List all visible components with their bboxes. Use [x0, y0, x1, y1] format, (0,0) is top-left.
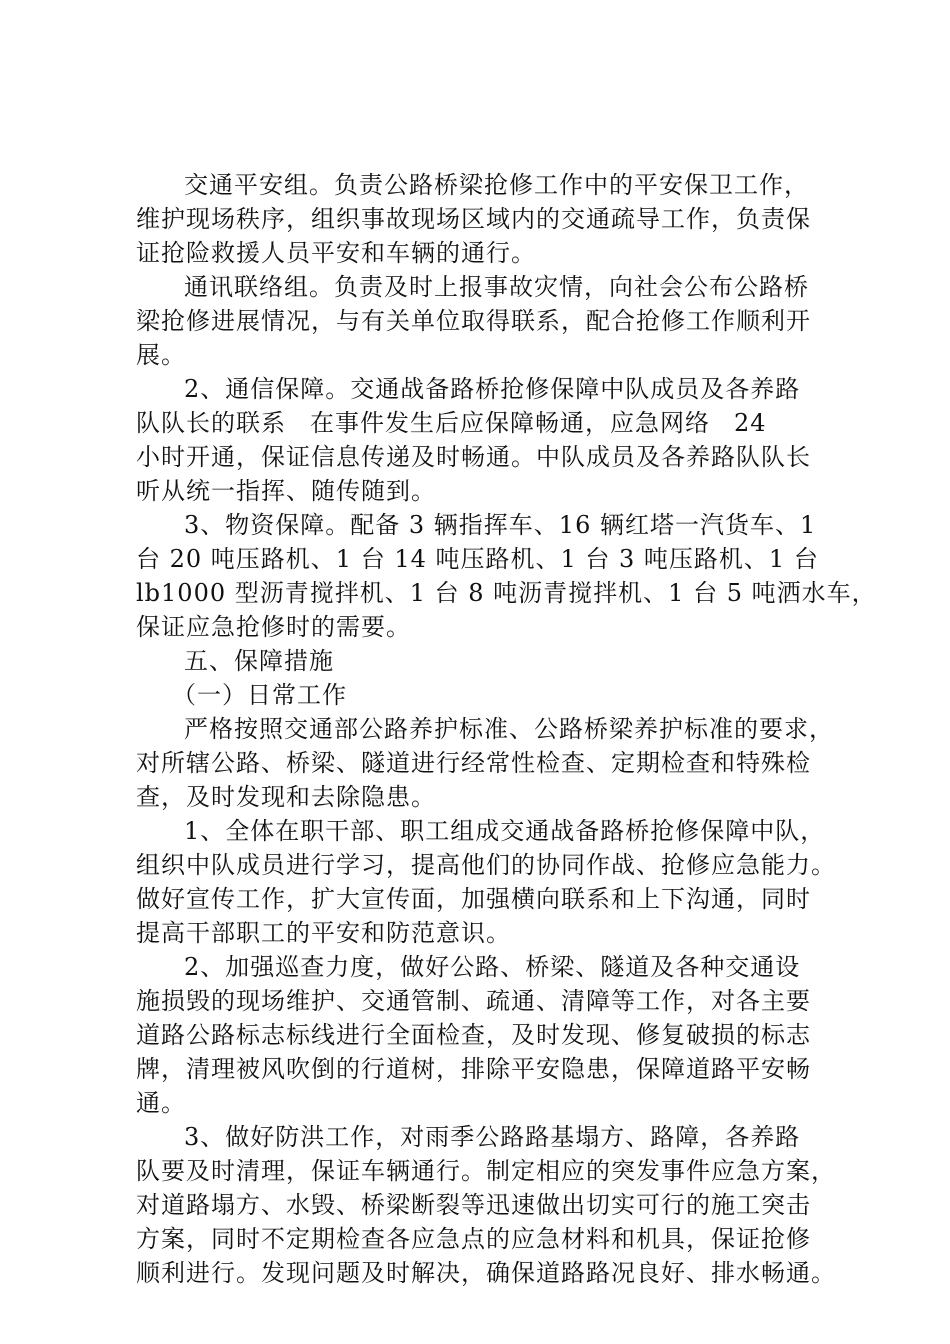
- paragraph-line: 3、做好防洪工作，对雨季公路路基塌方、路障，各养路: [184, 1123, 801, 1151]
- paragraph-line: 查，及时发现和去除隐患。: [136, 783, 436, 811]
- paragraph-line: 严格按照交通部公路养护标准、公路桥梁养护标准的要求，: [184, 715, 834, 743]
- paragraph-line: 方案，同时不定期检查各应急点的应急材料和机具，保证抢修: [136, 1225, 811, 1253]
- paragraph-line: 道路公路标志标线进行全面检查，及时发现、修复破损的标志: [136, 1021, 811, 1049]
- paragraph-line: 交通平安组。负责公路桥梁抢修工作中的平安保卫工作，: [184, 171, 809, 199]
- paragraph-line: 证抢险救援人员平安和车辆的通行。: [136, 239, 536, 267]
- paragraph-line: 保证应急抢修时的需要。: [136, 613, 411, 641]
- paragraph-line: 维护现场秩序，组织事故现场区域内的交通疏导工作，负责保: [136, 205, 811, 233]
- text-segment: 在事件发生后应保障畅通，应急网络: [310, 409, 710, 437]
- document-body: [136, 168, 877, 1290]
- section-heading: 五、保障措施: [184, 647, 334, 675]
- paragraph-line: 2、通信保障。交通战备路桥抢修保障中队成员及各养路: [184, 375, 801, 403]
- paragraph-line: 组织中队成员进行学习，提高他们的协同作战、抢修应急能力。: [136, 851, 836, 879]
- paragraph-line: 牌，清理被风吹倒的行道树，排除平安隐患，保障道路平安畅: [136, 1055, 811, 1083]
- paragraph-line: 展。: [136, 341, 186, 369]
- paragraph-line: [136, 406, 836, 440]
- paragraph-line: 通。: [136, 1089, 186, 1117]
- paragraph-line: lb1000 型沥青搅拌机、1 台 8 吨沥青搅拌机、1 台 5 吨洒水车，: [136, 579, 877, 607]
- paragraph-line: 施损毁的现场维护、交通管制、疏通、清障等工作，对各主要: [136, 987, 811, 1015]
- paragraph-line: 通讯联络组。负责及时上报事故灾情，向社会公布公路桥: [184, 273, 809, 301]
- paragraph-line: 小时开通，保证信息传递及时畅通。中队成员及各养路队队长: [136, 443, 811, 471]
- paragraph-line: 听从统一指挥、随传随到。: [136, 477, 436, 505]
- paragraph-line: 3、物资保障。配备 3 辆指挥车、16 辆红塔一汽货车、1: [184, 511, 817, 539]
- paragraph-line: 顺利进行。发现问题及时解决，确保道路路况良好、排水畅通。: [136, 1259, 836, 1287]
- paragraph-line: 梁抢修进展情况，与有关单位取得联系，配合抢修工作顺利开: [136, 307, 811, 335]
- paragraph-line: 提高干部职工的平安和防范意识。: [136, 919, 511, 947]
- text-segment: 队队长的联系: [136, 409, 286, 437]
- paragraph-line: 做好宣传工作，扩大宣传面，加强横向联系和上下沟通，同时: [136, 885, 811, 913]
- text-segment: 24: [734, 409, 767, 437]
- paragraph-line: 台 20 吨压路机、1 台 14 吨压路机、1 台 3 吨压路机、1 台: [136, 545, 819, 573]
- paragraph-line: 对道路塌方、水毁、桥梁断裂等迅速做出切实可行的施工突击: [136, 1191, 811, 1219]
- paragraph-line: 2、加强巡查力度，做好公路、桥梁、隧道及各种交通设: [184, 953, 801, 981]
- subsection-heading: （一）日常工作: [172, 681, 347, 709]
- paragraph-line: 对所辖公路、桥梁、隧道进行经常性检查、定期检查和特殊检: [136, 749, 811, 777]
- paragraph-line: 队要及时清理，保证车辆通行。制定相应的突发事件应急方案，: [136, 1157, 836, 1185]
- paragraph-line: 1、全体在职干部、职工组成交通战备路桥抢修保障中队，: [184, 817, 826, 845]
